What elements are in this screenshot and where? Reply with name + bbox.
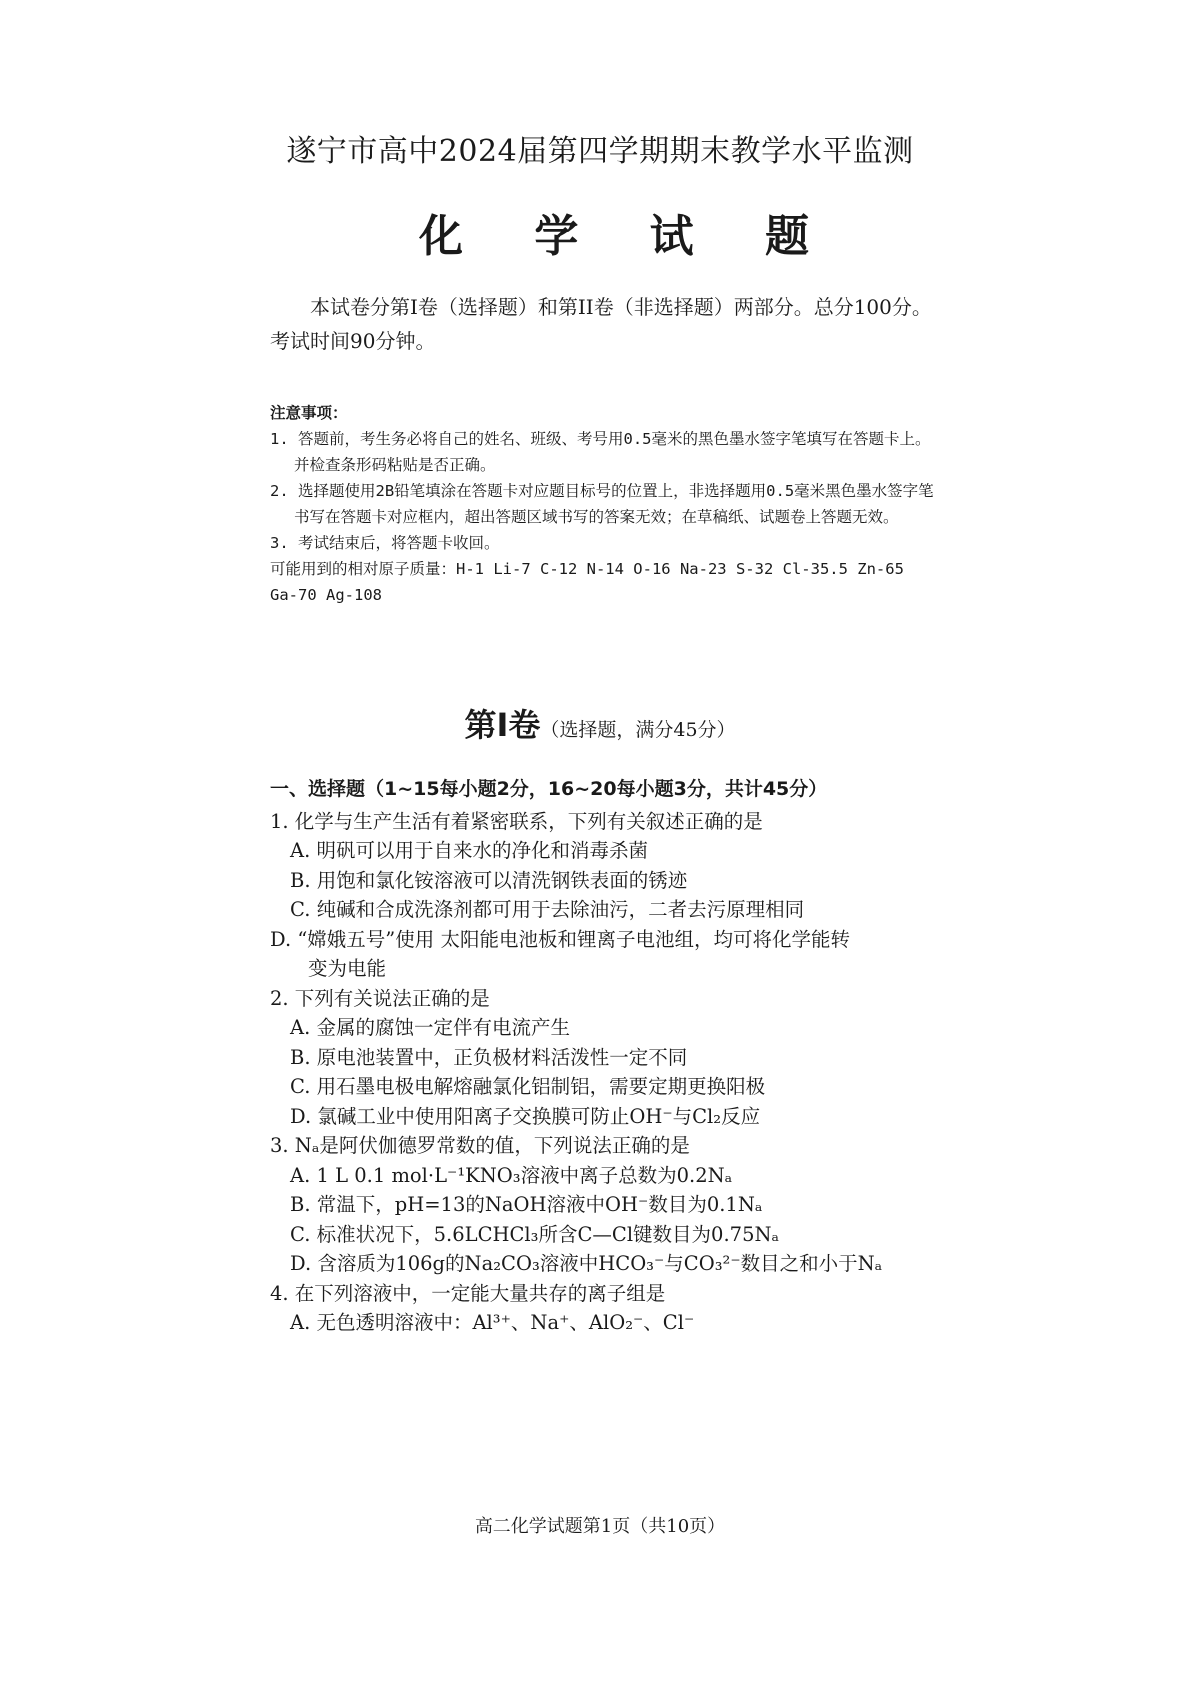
question-stem: 2. 下列有关说法正确的是	[270, 986, 490, 1010]
question-stem: 4. 在下列溶液中，一定能大量共存的离子组是	[270, 1281, 666, 1305]
option-a: A. 明矾可以用于自来水的净化和消毒杀菌	[290, 839, 648, 862]
subject-title: 化 学 试 题	[419, 211, 837, 262]
question-list	[270, 775, 936, 1338]
option-a: A. 无色透明溶液中：Al³⁺、Na⁺、AlO₂⁻、Cl⁻	[290, 1311, 695, 1334]
question-stem: 3. Nₐ是阿伏伽德罗常数的值，下列说法正确的是	[270, 1134, 690, 1157]
option-c: C. 标准状况下，5.6LCHCl₃所含C—Cl键数目为0.75Nₐ	[290, 1222, 780, 1246]
option-d: D. 含溶质为106g的Na₂CO₃溶液中HCO₃⁻与CO₃²⁻数目之和小于Nₐ	[290, 1252, 883, 1275]
option-b: B. 原电池装置中，正负极材料活泼性一定不同	[290, 1045, 688, 1069]
volume-heading	[0, 700, 1200, 746]
option-d: D. 氯碱工业中使用阳离子交换膜可防止OH⁻与Cl₂反应	[290, 1104, 761, 1128]
notice-block	[270, 400, 936, 608]
volume-note: （选择题，满分45分）	[540, 719, 736, 741]
option-c: C. 纯碱和合成洗涤剂都可用于去除油污，二者去污原理相同	[290, 898, 805, 921]
option-b: B. 常温下，pH=13的NaOH溶液中OH⁻数目为0.1Nₐ	[290, 1193, 763, 1216]
volume-title: 第Ⅰ卷	[464, 706, 541, 744]
question-stem: 1. 化学与生产生活有着紧密联系，下列有关叙述正确的是	[270, 809, 763, 833]
option-b: B. 用饱和氯化铵溶液可以清洗钢铁表面的锈迹	[290, 868, 688, 892]
notice-title: 注意事项：	[270, 404, 348, 422]
section-heading: 一、选择题（1~15每小题2分，16~20每小题3分，共计45分）	[270, 778, 828, 800]
option-d: D. “嫦娥五号”使用 太阳能电池板和锂离子电池组，均可将化学能转	[270, 927, 850, 951]
page-footer: 高二化学试题第1页（共10页）	[474, 1516, 726, 1537]
option-a: A. 1 L 0.1 mol·L⁻¹KNO₃溶液中离子总数为0.2Nₐ	[290, 1163, 733, 1187]
school-title: 遂宁市高中2024届第四学期期末教学水平监测	[286, 134, 914, 169]
atomic-mass-line: 可能用到的相对原子质量：H-1 Li-7 C-12 N-14 O-16 Na-23 S-32 Cl-35.5 Zn-65 Ga-70 Ag-108	[270, 560, 904, 604]
notice-item: 3. 考试结束后，将答题卡收回。	[270, 534, 500, 552]
exam-intro: 本试卷分第Ⅰ卷（选择题）和第II卷（非选择题）两部分。总分100分。考试时间90分钟。	[270, 295, 932, 353]
notice-item: 2. 选择题使用2B铅笔填涂在答题卡对应题目标号的位置上，非选择题用0.5毫米黑色墨水签字笔书写在答题卡对应框内，超出答题区域书写的答案无效；在草稿纸、试题卷上答题无效。	[270, 482, 934, 526]
option-c: C. 用石墨电极电解熔融氯化铝制铝，需要定期更换阳极	[290, 1075, 766, 1098]
option-a: A. 金属的腐蚀一定伴有电流产生	[290, 1016, 570, 1039]
notice-item: 1. 答题前，考生务必将自己的姓名、班级、考号用0.5毫米的黑色墨水签字笔填写在答题卡上。并检查条形码粘贴是否正确。	[270, 430, 931, 474]
option-d-continued: 变为电能	[308, 957, 387, 980]
